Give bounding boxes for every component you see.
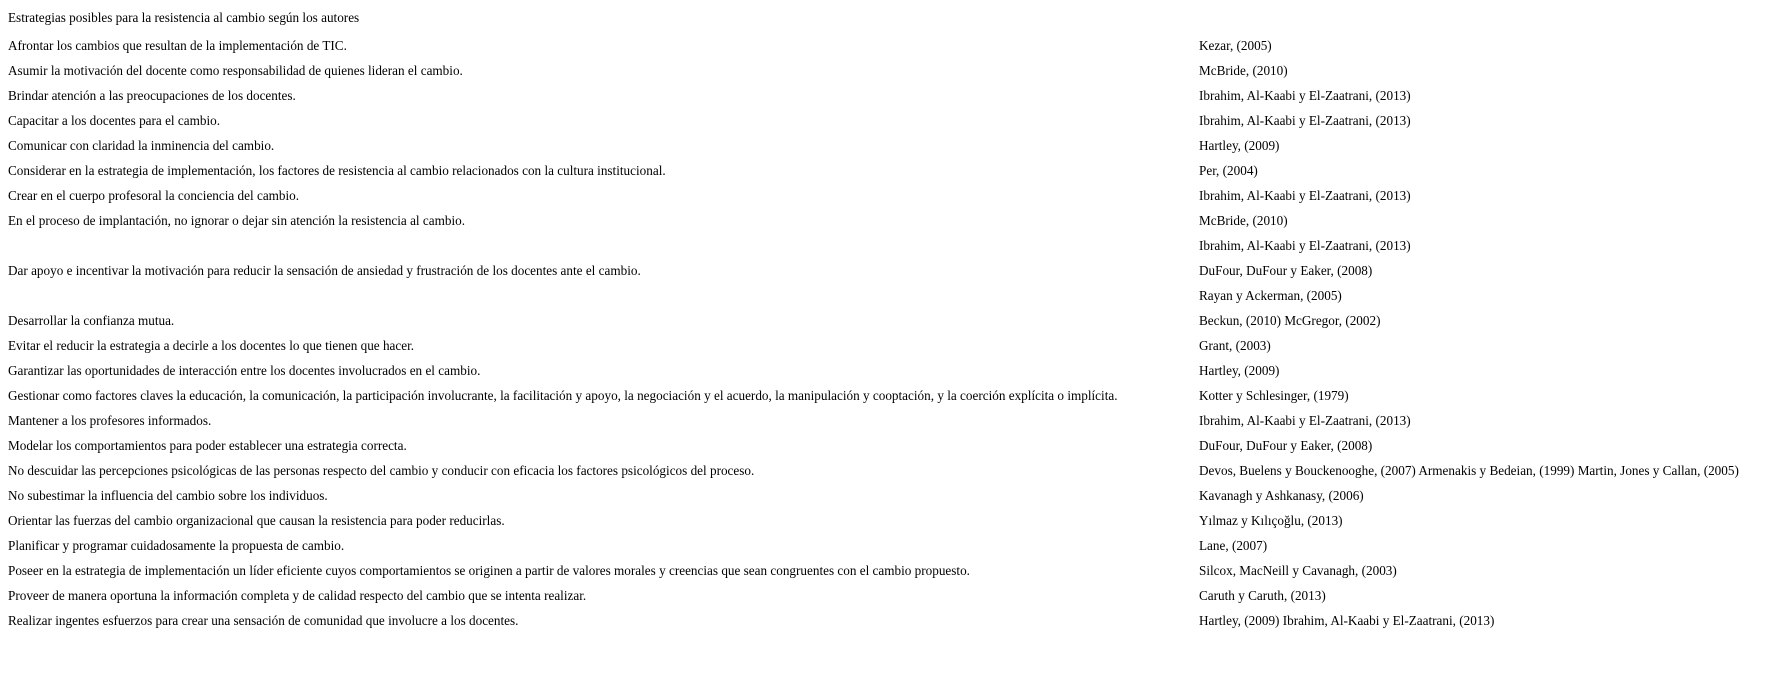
document-page [8, 8, 1768, 633]
authors-cell: McBride, (2010) [1199, 213, 1288, 228]
authors-cell: Per, (2004) [1199, 163, 1258, 178]
strategy-cell: Modelar los comportamientos para poder establecer una estrategia correcta. [8, 438, 407, 453]
authors-cell: Ibrahim, Al-Kaabi y El-Zaatrani, (2013) [1199, 188, 1411, 203]
strategies-table [8, 33, 1768, 633]
authors-cell: Ibrahim, Al-Kaabi y El-Zaatrani, (2013) [1199, 113, 1411, 128]
authors-cell: DuFour, DuFour y Eaker, (2008) [1199, 263, 1373, 278]
table-row [8, 408, 1768, 433]
strategy-cell: Realizar ingentes esfuerzos para crear una sensación de comunidad que involucre a los docentes. [8, 613, 519, 628]
strategy-cell: Considerar en la estrategia de implementación, los factores de resistencia al cambio relacionados con la cultura institucional. [8, 163, 666, 178]
strategy-cell: Crear en el cuerpo profesoral la conciencia del cambio. [8, 188, 300, 203]
strategy-cell: Gestionar como factores claves la educación, la comunicación, la participación involucrante, la facilitación y apoyo, la negociación y el acuerdo, la manipulación y cooptación, y la coerción explícita o implícita. [8, 388, 1118, 403]
table-row [8, 458, 1768, 483]
table-row [8, 233, 1768, 258]
strategy-cell: Brindar atención a las preocupaciones de los docentes. [8, 88, 296, 103]
table-row [8, 133, 1768, 158]
authors-cell: DuFour, DuFour y Eaker, (2008) [1199, 438, 1373, 453]
strategy-cell: En el proceso de implantación, no ignorar o dejar sin atención la resistencia al cambio. [8, 213, 466, 228]
authors-cell: Hartley, (2009) Ibrahim, Al-Kaabi y El-Zaatrani, (2013) [1199, 613, 1495, 628]
strategy-cell: No descuidar las percepciones psicológicas de las personas respecto del cambio y conducir con eficacia los factores psicológicos del proceso. [8, 463, 755, 478]
strategy-cell: Poseer en la estrategia de implementación un líder eficiente cuyos comportamientos se originen a partir de valores morales y creencias que sean congruentes con el cambio propuesto. [8, 563, 970, 578]
authors-cell: Caruth y Caruth, (2013) [1199, 588, 1326, 603]
authors-cell: Beckun, (2010) McGregor, (2002) [1199, 313, 1381, 328]
strategy-cell: Proveer de manera oportuna la información completa y de calidad respecto del cambio que se intenta realizar. [8, 588, 587, 603]
authors-cell: Hartley, (2009) [1199, 363, 1280, 378]
table-row [8, 258, 1768, 283]
table-row [8, 283, 1768, 308]
authors-cell: Ibrahim, Al-Kaabi y El-Zaatrani, (2013) [1199, 413, 1411, 428]
table-title: Estrategias posibles para la resistencia al cambio según los autores [8, 10, 360, 25]
table-row [8, 333, 1768, 358]
authors-cell: McBride, (2010) [1199, 63, 1288, 78]
authors-cell: Grant, (2003) [1199, 338, 1271, 353]
strategy-cell: Evitar el reducir la estrategia a decirle a los docentes lo que tienen que hacer. [8, 338, 415, 353]
table-row [8, 358, 1768, 383]
authors-cell: Lane, (2007) [1199, 538, 1268, 553]
strategy-cell: Mantener a los profesores informados. [8, 413, 212, 428]
authors-cell: Devos, Buelens y Bouckenooghe, (2007) Armenakis y Bedeian, (1999) Martin, Jones y Callan, (2005) [1199, 463, 1739, 478]
table-row [8, 483, 1768, 508]
table-row [8, 58, 1768, 83]
table-row [8, 383, 1768, 408]
table-row [8, 433, 1768, 458]
strategy-cell: Desarrollar la confianza mutua. [8, 313, 175, 328]
strategy-cell: Capacitar a los docentes para el cambio. [8, 113, 221, 128]
strategy-cell: Planificar y programar cuidadosamente la propuesta de cambio. [8, 538, 345, 553]
table-row [8, 583, 1768, 608]
authors-cell: Rayan y Ackerman, (2005) [1199, 288, 1342, 303]
authors-cell: Kezar, (2005) [1199, 38, 1272, 53]
strategy-cell: No subestimar la influencia del cambio sobre los individuos. [8, 488, 328, 503]
table-row [8, 608, 1768, 633]
strategy-cell: Comunicar con claridad la inminencia del cambio. [8, 138, 275, 153]
table-row [8, 308, 1768, 333]
table-row [8, 158, 1768, 183]
table-row [8, 533, 1768, 558]
table-row [8, 83, 1768, 108]
table-row [8, 183, 1768, 208]
table-row [8, 108, 1768, 133]
table-row [8, 508, 1768, 533]
strategy-cell: Afrontar los cambios que resultan de la implementación de TIC. [8, 38, 347, 53]
authors-cell: Ibrahim, Al-Kaabi y El-Zaatrani, (2013) [1199, 238, 1411, 253]
strategy-cell: Asumir la motivación del docente como responsabilidad de quienes lideran el cambio. [8, 63, 463, 78]
table-row [8, 558, 1768, 583]
authors-cell: Kotter y Schlesinger, (1979) [1199, 388, 1349, 403]
authors-cell: Kavanagh y Ashkanasy, (2006) [1199, 488, 1364, 503]
authors-cell: Yılmaz y Kılıçoğlu, (2013) [1199, 513, 1343, 528]
strategy-cell: Garantizar las oportunidades de interacción entre los docentes involucrados en el cambio. [8, 363, 481, 378]
authors-cell: Hartley, (2009) [1199, 138, 1280, 153]
table-row [8, 208, 1768, 233]
authors-cell: Silcox, MacNeill y Cavanagh, (2003) [1199, 563, 1397, 578]
authors-cell: Ibrahim, Al-Kaabi y El-Zaatrani, (2013) [1199, 88, 1411, 103]
strategy-cell: Orientar las fuerzas del cambio organizacional que causan la resistencia para poder reducirlas. [8, 513, 505, 528]
table-row [8, 33, 1768, 58]
strategy-cell: Dar apoyo e incentivar la motivación para reducir la sensación de ansiedad y frustración de los docentes ante el cambio. [8, 263, 641, 278]
